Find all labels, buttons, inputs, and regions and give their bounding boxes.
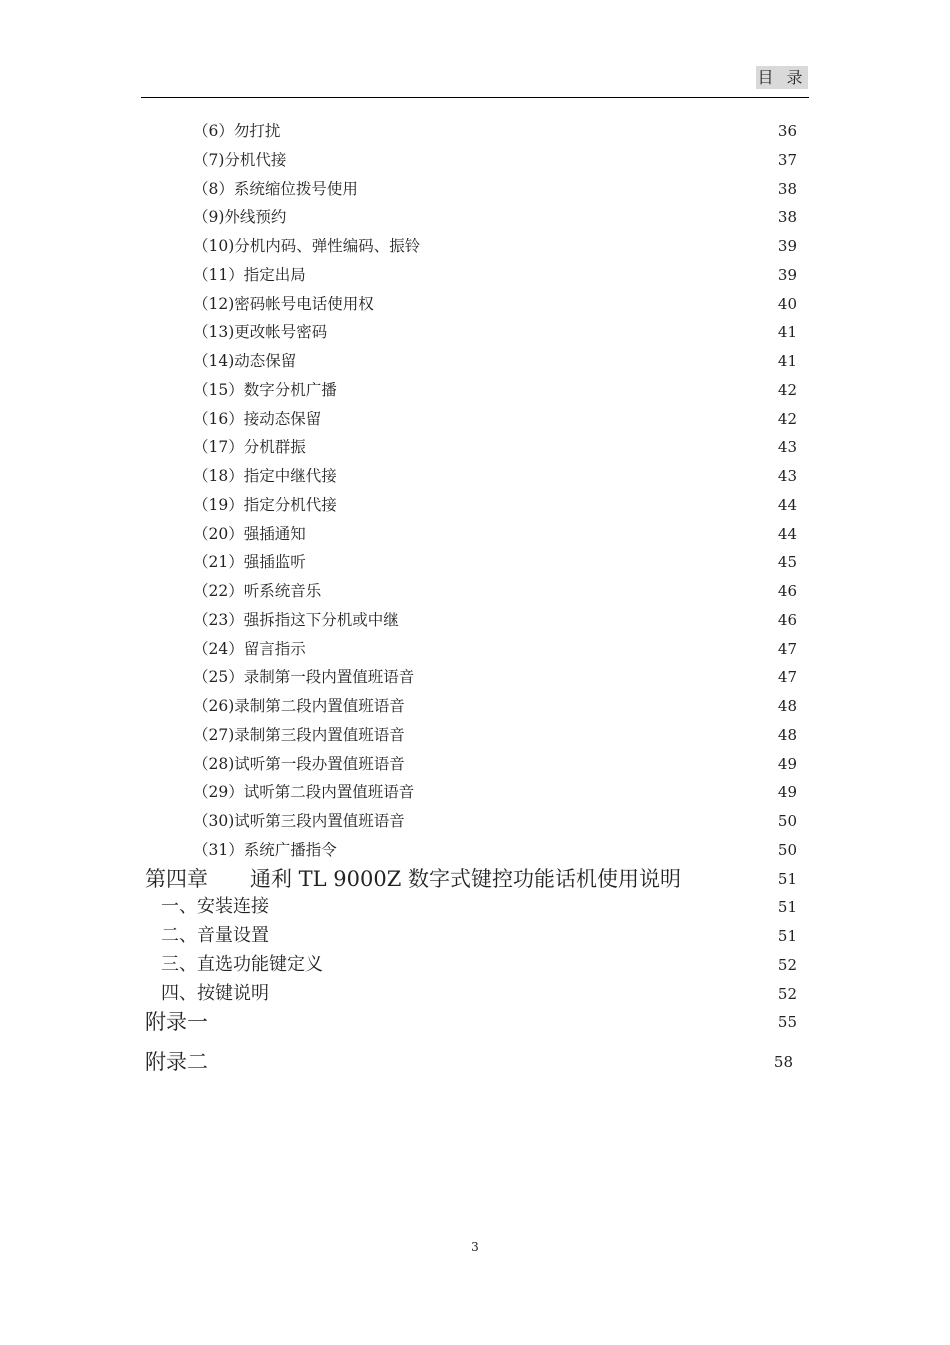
toc-entry-page: 46 [777, 582, 797, 600]
toc-section[interactable] [0, 980, 950, 1009]
toc-entry[interactable] [0, 433, 950, 462]
toc-entry-page: 52 [777, 955, 797, 974]
toc-section-label: 二、音量设置 [161, 925, 269, 946]
toc-entry-page: 42 [777, 409, 797, 428]
page-number: 3 [471, 1240, 479, 1254]
toc-entry[interactable] [0, 778, 950, 807]
toc-entry[interactable] [0, 117, 950, 146]
toc-entry-label: （10)分机内码、弹性编码、振铃 [193, 237, 421, 255]
toc-chapter[interactable] [0, 865, 950, 894]
toc-entry-label: （30)试听第三段内置值班语音 [193, 812, 405, 830]
toc-entry[interactable] [0, 146, 950, 175]
toc-entry[interactable] [0, 520, 950, 549]
toc-entry[interactable] [0, 318, 950, 347]
toc-entry-label: （12)密码帐号电话使用权 [193, 294, 374, 313]
toc-entry-page: 51 [777, 869, 797, 888]
toc-entry-label: （6）勿打扰 [193, 122, 281, 140]
toc-entry-page: 42 [777, 380, 797, 399]
toc-chapter-label: 第四章 通利 TL 9000Z 数字式键控功能话机使用说明 [145, 866, 682, 891]
toc-entry-page: 38 [777, 179, 797, 198]
toc-entry-label: （31）系统广播指令 [193, 840, 337, 859]
toc-entry[interactable] [0, 232, 950, 261]
toc-entry[interactable] [0, 721, 950, 750]
toc-entry-label: （29）试听第二段内置值班语音 [193, 783, 415, 802]
toc-appendix[interactable] [0, 1008, 950, 1037]
toc-entry[interactable] [0, 405, 950, 434]
toc-entry[interactable] [0, 750, 950, 779]
toc-entry[interactable] [0, 836, 950, 865]
toc-entry[interactable] [0, 807, 950, 836]
toc-entry-label: （14)动态保留 [193, 352, 297, 370]
toc-section-label: 四、按键说明 [161, 982, 269, 1004]
toc-entry-label: （20）强插通知 [193, 524, 306, 543]
toc-entry-label: （8）系统缩位拨号使用 [193, 179, 358, 198]
toc-entry[interactable] [0, 635, 950, 664]
toc-entry-page: 37 [777, 150, 797, 169]
toc-appendix-label: 附录一 [145, 1010, 208, 1035]
header-divider [141, 97, 809, 98]
toc-entry-label: （18）指定中继代接 [193, 467, 337, 485]
toc-entry-page: 43 [777, 467, 797, 485]
toc-entry-label: （7)分机代接 [193, 150, 287, 169]
toc-entry[interactable] [0, 663, 950, 692]
toc-section[interactable] [0, 951, 950, 980]
toc-entry[interactable] [0, 462, 950, 491]
toc-entry-label: （17）分机群振 [193, 438, 306, 457]
toc-entry-label: （16）接动态保留 [193, 409, 322, 428]
toc-entry-page: 49 [777, 783, 797, 802]
toc-section-label: 一、安装连接 [161, 896, 269, 918]
toc-entry-page: 38 [777, 208, 797, 227]
toc-entry-page: 52 [777, 984, 797, 1003]
toc-entry[interactable] [0, 491, 950, 520]
toc-entry-page: 46 [777, 610, 797, 629]
toc-entry[interactable] [0, 347, 950, 376]
toc-entry-label: （15）数字分机广播 [193, 380, 337, 399]
toc-entry-page: 44 [777, 524, 797, 543]
toc-entry-page: 48 [777, 725, 797, 744]
toc-entry-page: 36 [777, 122, 797, 140]
toc-entry[interactable] [0, 290, 950, 319]
toc-entry[interactable] [0, 203, 950, 232]
toc-entry-label: （21）强插监听 [193, 553, 306, 572]
toc-entry-page: 44 [777, 495, 797, 514]
toc-entry-page: 50 [777, 812, 797, 830]
toc-entry-label: （23）强拆指这下分机或中继 [193, 610, 399, 629]
toc-entry-page: 40 [777, 294, 797, 313]
toc-section[interactable] [0, 922, 950, 951]
toc-entry-page: 41 [777, 323, 797, 342]
toc-entry-label: （28)试听第一段办置值班语音 [193, 754, 405, 773]
toc-entry[interactable] [0, 376, 950, 405]
toc-entry-page: 48 [777, 697, 797, 715]
toc-entry-page: 41 [777, 352, 797, 370]
toc-entry[interactable] [0, 261, 950, 290]
toc-entry-page: 55 [777, 1013, 797, 1032]
toc-entry-label: （27)录制第三段内置值班语音 [193, 725, 405, 744]
toc-entry-label: （26)录制第二段内置值班语音 [193, 697, 405, 715]
toc-section[interactable] [0, 893, 950, 922]
toc-entry-label: （9)外线预约 [193, 208, 287, 227]
toc-entry-label: （19）指定分机代接 [193, 495, 337, 514]
toc-entry-label: （22）听系统音乐 [193, 582, 322, 600]
toc-entry-page: 39 [777, 237, 797, 255]
toc-entry-page: 50 [777, 840, 797, 859]
toc-entry-label: （25）录制第一段内置值班语音 [193, 668, 415, 687]
table-of-contents [0, 117, 950, 1087]
toc-entry-page: 45 [777, 553, 797, 572]
toc-entry[interactable] [0, 548, 950, 577]
toc-entry[interactable] [0, 577, 950, 606]
toc-entry-label: （13)更改帐号密码 [193, 323, 328, 342]
toc-entry-page: 47 [777, 668, 797, 687]
toc-entry-label: （24）留言指示 [193, 639, 306, 658]
toc-entry-page: 51 [777, 898, 797, 917]
toc-entry-page: 39 [777, 265, 797, 284]
toc-entry-page: 47 [777, 639, 797, 658]
toc-entry-page: 58 [773, 1053, 793, 1071]
toc-entry-page: 51 [777, 927, 797, 945]
running-header-title: 目 录 [757, 68, 807, 87]
toc-entry-label: （11）指定出局 [193, 265, 306, 284]
toc-entry-page: 49 [777, 754, 797, 773]
toc-entry[interactable] [0, 606, 950, 635]
toc-section-label: 三、直选功能键定义 [161, 953, 323, 975]
toc-entry-page: 43 [777, 438, 797, 457]
toc-entry[interactable] [0, 692, 950, 721]
toc-appendix-label: 附录二 [145, 1050, 208, 1074]
toc-entry[interactable] [0, 175, 950, 204]
toc-appendix[interactable] [0, 1037, 950, 1087]
